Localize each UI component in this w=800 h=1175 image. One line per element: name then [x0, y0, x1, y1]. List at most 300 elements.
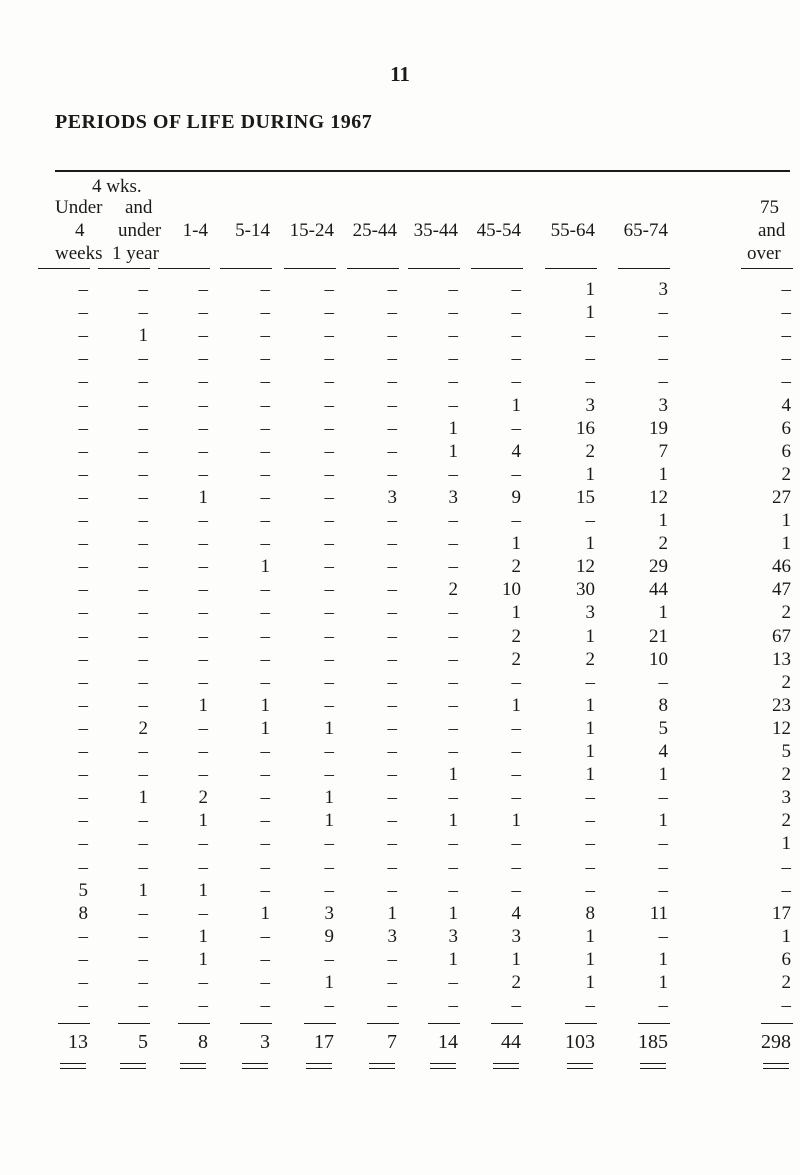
table-cell: 1	[511, 533, 521, 555]
table-cell: –	[78, 648, 88, 670]
table-cell: –	[585, 371, 595, 393]
table-cell: 2	[781, 810, 791, 832]
table-cell: –	[658, 787, 668, 809]
table-cell: –	[658, 325, 668, 347]
table-cell: 1	[585, 741, 595, 762]
table-cell: 3	[448, 486, 458, 508]
table-cell: 1	[260, 902, 270, 924]
table-cell: –	[324, 440, 334, 462]
table-cell: –	[448, 625, 458, 647]
header-underline	[618, 268, 670, 269]
table-cell: 1	[658, 510, 668, 531]
table-cell: 1	[585, 694, 595, 716]
table-cell: 23	[772, 694, 791, 716]
table-cell: 1	[658, 948, 668, 970]
table-cell: –	[387, 348, 397, 370]
table-cell: 3	[658, 394, 668, 416]
table-cell: 1	[511, 948, 521, 970]
table-cell: –	[585, 348, 595, 370]
table-cell: –	[781, 995, 791, 1017]
table-cell: 13	[772, 648, 791, 670]
table-cell: –	[511, 371, 521, 393]
table-cell: –	[260, 741, 270, 762]
table-cell: –	[585, 325, 595, 347]
table-cell: –	[138, 417, 148, 439]
table-cell: 1	[658, 764, 668, 786]
table-cell: 2	[781, 764, 791, 786]
total-rule	[428, 1023, 460, 1024]
table-cell: –	[511, 741, 521, 762]
table-cell: 10	[502, 579, 521, 601]
table-cell: –	[511, 879, 521, 901]
table-cell: –	[448, 602, 458, 624]
table-cell: –	[138, 902, 148, 924]
table-cell: 3	[324, 902, 334, 924]
table-cell: 1	[260, 694, 270, 716]
header-age-5-14: 5-14	[235, 220, 270, 241]
table-cell: –	[260, 417, 270, 439]
table-cell: 1	[585, 463, 595, 485]
table-cell: –	[658, 995, 668, 1017]
table-cell: –	[198, 371, 208, 393]
total-double-rule	[60, 1063, 86, 1069]
table-cell: 1	[198, 486, 208, 508]
table-cell: 1	[198, 879, 208, 901]
table-cell: 1	[448, 764, 458, 786]
table-cell: –	[324, 856, 334, 878]
table-cell: 44	[649, 579, 668, 601]
header-underline	[545, 268, 597, 269]
table-cell: 1	[198, 948, 208, 970]
table-cell: 1	[138, 325, 148, 347]
table-cell: –	[78, 717, 88, 739]
table-cell: –	[138, 533, 148, 555]
total-double-rule	[242, 1063, 268, 1069]
table-cell: –	[260, 371, 270, 393]
header-age-45-54: 45-54	[476, 220, 521, 241]
table-cell: 2	[585, 440, 595, 462]
table-cell: 1	[511, 694, 521, 716]
table-cell: –	[78, 972, 88, 993]
table-cell: –	[511, 856, 521, 878]
table-cell: –	[448, 741, 458, 762]
table-cell: –	[198, 856, 208, 878]
table-cell: –	[78, 556, 88, 578]
table-cell: –	[658, 879, 668, 901]
table-cell: –	[387, 995, 397, 1017]
table-cell: 1	[585, 925, 595, 947]
table-cell: –	[138, 394, 148, 416]
table-cell: –	[260, 948, 270, 970]
table-cell: –	[198, 463, 208, 485]
table-cell: –	[78, 625, 88, 647]
total-double-rule	[180, 1063, 206, 1069]
table-cell: –	[260, 764, 270, 786]
table-cell: –	[387, 810, 397, 832]
table-cell: –	[324, 302, 334, 324]
table-cell: –	[138, 279, 148, 300]
table-cell: 3	[448, 925, 458, 947]
table-cell: –	[324, 371, 334, 393]
table-cell: –	[387, 833, 397, 855]
table-cell: 1	[585, 948, 595, 970]
table-cell: –	[78, 764, 88, 786]
table-cell: –	[138, 856, 148, 878]
table-cell: 1	[585, 717, 595, 739]
table-cell: 1	[448, 440, 458, 462]
table-cell: –	[138, 972, 148, 993]
table-cell: –	[324, 348, 334, 370]
table-cell: –	[387, 279, 397, 300]
table-cell: –	[260, 671, 270, 693]
header-4: 4	[75, 220, 85, 241]
table-cell: –	[260, 463, 270, 485]
table-cell: 2	[585, 648, 595, 670]
table-cell: –	[198, 533, 208, 555]
table-cell: –	[324, 417, 334, 439]
header-underline	[38, 268, 90, 269]
table-cell: –	[78, 510, 88, 531]
total-cell: 3	[260, 1031, 270, 1053]
table-cell: –	[138, 648, 148, 670]
table-cell: –	[781, 325, 791, 347]
table-cell: –	[585, 879, 595, 901]
header-underline	[408, 268, 460, 269]
table-cell: –	[78, 440, 88, 462]
table-cell: –	[781, 302, 791, 324]
table-cell: –	[448, 648, 458, 670]
header-underline	[158, 268, 210, 269]
total-cell: 5	[138, 1031, 148, 1053]
table-cell: 30	[576, 579, 595, 601]
table-cell: –	[448, 879, 458, 901]
table-cell: 5	[78, 879, 88, 901]
table-cell: –	[138, 764, 148, 786]
total-double-rule	[567, 1063, 593, 1069]
table-cell: –	[198, 348, 208, 370]
total-double-rule	[493, 1063, 519, 1069]
table-cell: 2	[448, 579, 458, 601]
table-cell: –	[198, 325, 208, 347]
table-cell: 16	[576, 417, 595, 439]
table-cell: 1	[387, 902, 397, 924]
table-cell: –	[511, 671, 521, 693]
table-cell: 8	[78, 902, 88, 924]
header-age-35-44: 35-44	[413, 220, 458, 241]
table-cell: –	[260, 302, 270, 324]
table-cell: 1	[448, 810, 458, 832]
header-75: 75	[760, 197, 779, 218]
table-cell: 1	[324, 787, 334, 809]
table-cell: 1	[324, 810, 334, 832]
total-cell: 298	[761, 1031, 791, 1053]
table-cell: –	[260, 925, 270, 947]
table-cell: –	[448, 279, 458, 300]
table-cell: 1	[138, 787, 148, 809]
table-cell: –	[78, 371, 88, 393]
table-cell: –	[138, 741, 148, 762]
table-cell: 8	[658, 694, 668, 716]
table-cell: 1	[585, 972, 595, 993]
table-cell: –	[387, 325, 397, 347]
total-cell: 14	[438, 1031, 458, 1053]
table-cell: –	[198, 625, 208, 647]
table-cell: 3	[585, 394, 595, 416]
header-underline	[347, 268, 399, 269]
total-rule	[240, 1023, 272, 1024]
table-cell: –	[324, 995, 334, 1017]
header-age-1-4: 1-4	[182, 220, 208, 241]
table-cell: –	[198, 648, 208, 670]
table-cell: 3	[781, 787, 791, 809]
table-cell: –	[138, 302, 148, 324]
table-cell: 1	[781, 925, 791, 947]
table-cell: –	[658, 856, 668, 878]
table-cell: –	[260, 787, 270, 809]
table-cell: –	[448, 394, 458, 416]
table-cell: –	[78, 995, 88, 1017]
table-cell: –	[78, 948, 88, 970]
table-cell: –	[511, 787, 521, 809]
table-cell: –	[138, 810, 148, 832]
total-double-rule	[120, 1063, 146, 1069]
table-cell: –	[387, 856, 397, 878]
table-cell: –	[324, 741, 334, 762]
table-cell: 2	[781, 972, 791, 993]
table-cell: –	[198, 556, 208, 578]
table-cell: –	[260, 325, 270, 347]
table-cell: –	[78, 348, 88, 370]
table-cell: –	[78, 325, 88, 347]
table-cell: 12	[649, 486, 668, 508]
table-cell: 1	[658, 602, 668, 624]
table-cell: –	[448, 348, 458, 370]
table-cell: –	[658, 302, 668, 324]
total-cell: 7	[387, 1031, 397, 1053]
table-cell: –	[198, 995, 208, 1017]
table-cell: –	[78, 533, 88, 555]
table-cell: 5	[781, 741, 791, 762]
table-cell: –	[324, 533, 334, 555]
table-cell: 1	[585, 625, 595, 647]
table-cell: –	[511, 510, 521, 531]
table-cell: –	[511, 833, 521, 855]
table-cell: –	[387, 533, 397, 555]
table-cell: 12	[772, 717, 791, 739]
table-cell: –	[781, 856, 791, 878]
table-cell: –	[198, 302, 208, 324]
header-underline	[741, 268, 793, 269]
table-cell: –	[448, 325, 458, 347]
table-cell: –	[448, 787, 458, 809]
table-cell: –	[138, 371, 148, 393]
header-4wks: 4 wks.	[92, 176, 142, 197]
table-cell: –	[448, 510, 458, 531]
table-cell: –	[260, 486, 270, 508]
table-cell: –	[324, 556, 334, 578]
table-cell: –	[324, 648, 334, 670]
table-cell: –	[448, 371, 458, 393]
table-cell: –	[511, 995, 521, 1017]
table-cell: 1	[511, 394, 521, 416]
table-cell: 2	[138, 717, 148, 739]
total-cell: 44	[501, 1031, 521, 1053]
table-cell: –	[448, 833, 458, 855]
table-cell: –	[138, 694, 148, 716]
table-cell: 1	[658, 972, 668, 993]
table-cell: 9	[511, 486, 521, 508]
table-cell: –	[585, 856, 595, 878]
table-cell: –	[387, 440, 397, 462]
table-cell: 1	[511, 602, 521, 624]
table-cell: 1	[658, 463, 668, 485]
table-cell: 6	[781, 440, 791, 462]
table-cell: –	[198, 972, 208, 993]
table-cell: 1	[198, 810, 208, 832]
table-cell: –	[260, 972, 270, 993]
table-cell: 1	[260, 717, 270, 739]
table-cell: –	[198, 417, 208, 439]
table-cell: 3	[387, 486, 397, 508]
total-rule	[491, 1023, 523, 1024]
header-weeks: weeks	[55, 243, 103, 264]
table-cell: –	[387, 394, 397, 416]
table-cell: 3	[387, 925, 397, 947]
table-cell: –	[260, 394, 270, 416]
total-rule	[304, 1023, 336, 1024]
table-cell: –	[387, 694, 397, 716]
total-double-rule	[640, 1063, 666, 1069]
table-cell: –	[387, 764, 397, 786]
table-cell: 2	[781, 602, 791, 624]
table-cell: –	[78, 279, 88, 300]
table-cell: –	[324, 463, 334, 485]
table-cell: –	[324, 671, 334, 693]
table-cell: –	[138, 510, 148, 531]
total-rule	[367, 1023, 399, 1024]
table-cell: –	[387, 510, 397, 531]
table-cell: –	[260, 995, 270, 1017]
table-cell: –	[324, 394, 334, 416]
table-cell: 8	[585, 902, 595, 924]
table-cell: –	[198, 902, 208, 924]
table-cell: –	[448, 533, 458, 555]
table-cell: 7	[658, 440, 668, 462]
table-cell: –	[260, 510, 270, 531]
table-cell: –	[78, 671, 88, 693]
table-cell: –	[387, 579, 397, 601]
table-cell: –	[78, 925, 88, 947]
table-cell: 5	[658, 717, 668, 739]
table-cell: –	[138, 556, 148, 578]
table-cell: –	[511, 417, 521, 439]
table-cell: 6	[781, 948, 791, 970]
table-cell: –	[324, 948, 334, 970]
table-cell: –	[138, 440, 148, 462]
table-cell: 2	[198, 787, 208, 809]
table-cell: –	[260, 879, 270, 901]
table-cell: –	[511, 764, 521, 786]
table-cell: 1	[198, 925, 208, 947]
table-cell: 1	[781, 533, 791, 555]
table-cell: –	[324, 879, 334, 901]
table-cell: 4	[511, 440, 521, 462]
table-cell: –	[138, 602, 148, 624]
table-cell: –	[324, 833, 334, 855]
total-rule	[58, 1023, 90, 1024]
table-cell: –	[324, 764, 334, 786]
table-cell: –	[387, 302, 397, 324]
table-cell: 1	[658, 810, 668, 832]
table-cell: 1	[448, 902, 458, 924]
table-cell: –	[511, 717, 521, 739]
table-cell: 1	[138, 879, 148, 901]
table-cell: 27	[772, 486, 791, 508]
table-cell: –	[138, 925, 148, 947]
table-cell: –	[260, 625, 270, 647]
table-cell: –	[78, 787, 88, 809]
table-cell: 2	[781, 463, 791, 485]
table-cell: –	[585, 671, 595, 693]
table-cell: –	[198, 394, 208, 416]
table-cell: –	[387, 417, 397, 439]
table-cell: –	[387, 625, 397, 647]
table-cell: –	[198, 440, 208, 462]
table-cell: 1	[585, 533, 595, 555]
table-cell: –	[658, 371, 668, 393]
table-cell: 19	[649, 417, 668, 439]
table-cell: 29	[649, 556, 668, 578]
table-cell: –	[78, 741, 88, 762]
table-cell: 4	[658, 741, 668, 762]
table-cell: 1	[324, 717, 334, 739]
table-cell: –	[260, 348, 270, 370]
table-cell: –	[78, 856, 88, 878]
total-cell: 17	[314, 1031, 334, 1053]
table-cell: –	[138, 833, 148, 855]
table-cell: –	[658, 348, 668, 370]
table-cell: 46	[772, 556, 791, 578]
table-cell: 4	[781, 394, 791, 416]
table-cell: 2	[511, 648, 521, 670]
total-double-rule	[369, 1063, 395, 1069]
table-cell: 67	[772, 625, 791, 647]
table-cell: –	[511, 325, 521, 347]
table-cell: –	[387, 741, 397, 762]
table-cell: 2	[781, 671, 791, 693]
table-cell: –	[448, 694, 458, 716]
table-cell: –	[78, 602, 88, 624]
table-cell: –	[78, 486, 88, 508]
table-cell: –	[138, 671, 148, 693]
table-cell: –	[324, 602, 334, 624]
table-cell: –	[448, 671, 458, 693]
table-cell: –	[387, 648, 397, 670]
header-underline	[471, 268, 523, 269]
table-cell: 17	[772, 902, 791, 924]
table-cell: 1	[448, 417, 458, 439]
table-cell: –	[387, 371, 397, 393]
table-cell: –	[138, 625, 148, 647]
table-cell: –	[448, 972, 458, 993]
table-cell: –	[781, 371, 791, 393]
header-under-2: under	[118, 220, 162, 241]
table-cell: –	[138, 579, 148, 601]
table-cell: –	[324, 625, 334, 647]
table-cell: –	[198, 510, 208, 531]
table-cell: –	[260, 833, 270, 855]
header-age-25-44: 25-44	[352, 220, 397, 241]
